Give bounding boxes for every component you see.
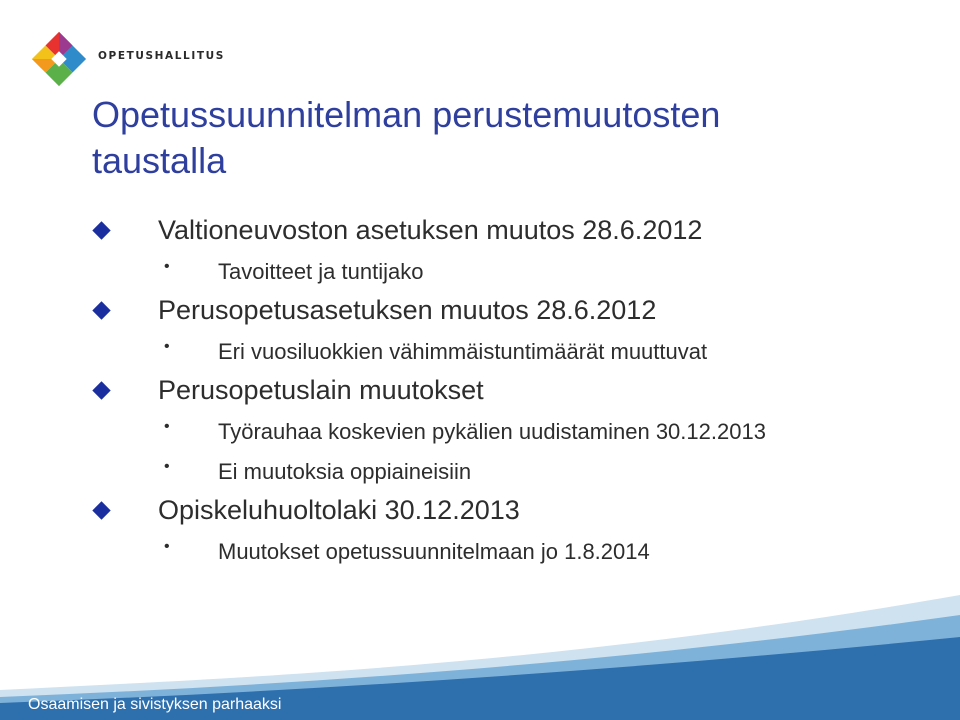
- logo-diamond-icon: [30, 30, 88, 88]
- title-line-1: Opetussuunnitelman perustemuutosten: [92, 94, 721, 135]
- page-title: [92, 92, 912, 184]
- bullet-list: [0, 210, 960, 570]
- bullet-text: Eri vuosiluokkien vähimmäistuntimäärät muuttuvat: [218, 339, 708, 364]
- bullet-item: [0, 290, 960, 330]
- bullet-text: Ei muutoksia oppiaineisiin: [218, 459, 472, 484]
- dot-bullet-icon: •: [164, 338, 170, 355]
- dot-bullet-icon: •: [164, 538, 170, 555]
- sub-bullet-item: [0, 250, 960, 290]
- diamond-bullet-icon: [92, 501, 110, 519]
- diamond-bullet-icon: [92, 221, 110, 239]
- sub-bullet-item: [0, 330, 960, 370]
- bullet-text: Perusopetusasetuksen muutos 28.6.2012: [158, 295, 657, 325]
- bullet-text: Perusopetuslain muutokset: [158, 375, 484, 405]
- bullet-text: Opiskeluhuoltolaki 30.12.2013: [158, 495, 520, 525]
- footer-tagline: Osaamisen ja sivistyksen parhaaksi: [28, 696, 282, 713]
- sub-bullet-item: [0, 410, 960, 450]
- bullet-item: [0, 210, 960, 250]
- bullet-text: Valtioneuvoston asetuksen muutos 28.6.2012: [158, 215, 703, 245]
- bullet-item: [0, 370, 960, 410]
- bullet-text: Työrauhaa koskevien pykälien uudistaminen 30.12.2013: [218, 419, 766, 444]
- dot-bullet-icon: •: [164, 418, 170, 435]
- diamond-bullet-icon: [92, 381, 110, 399]
- dot-bullet-icon: •: [164, 458, 170, 475]
- opetushallitus-logo: [30, 30, 225, 88]
- sub-bullet-item: [0, 530, 960, 570]
- logo-text: OPETUSHALLITUS: [98, 50, 225, 62]
- title-line-2: taustalla: [92, 140, 227, 181]
- dot-bullet-icon: •: [164, 258, 170, 275]
- bullet-text: Tavoitteet ja tuntijako: [218, 259, 424, 284]
- diamond-bullet-icon: [92, 301, 110, 319]
- bullet-item: [0, 490, 960, 530]
- bullet-text: Muutokset opetussuunnitelmaan jo 1.8.2014: [218, 539, 650, 564]
- sub-bullet-item: [0, 450, 960, 490]
